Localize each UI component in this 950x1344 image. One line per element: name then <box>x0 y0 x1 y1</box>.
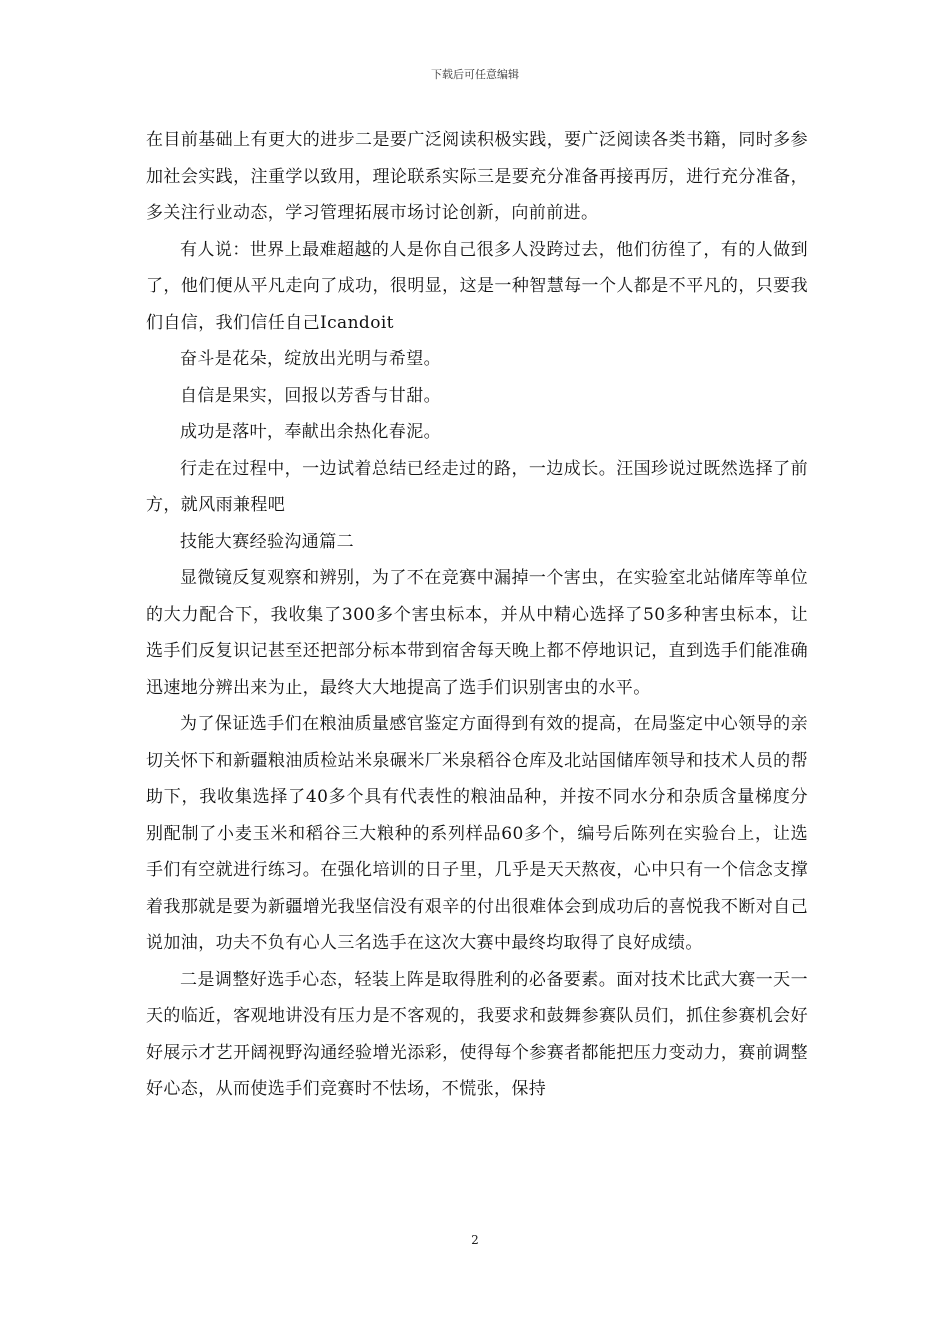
paragraph: 成功是落叶，奉献出余热化春泥。 <box>180 422 441 442</box>
page-header <box>0 68 950 82</box>
section-heading: 技能大赛经验沟通篇二 <box>180 531 354 552</box>
page-number: 2 <box>471 1233 479 1247</box>
paragraph: 在目前基础上有更大的进步二是要广泛阅读积极实践，要广泛阅读各类书籍，同时多参加社会实践，注重学以致用，理论联系实际三是要充分准备再接再厉，进行充分准备，多关注行业动态，学习管理拓展市场讨论创新，向前前进。 <box>146 130 808 223</box>
paragraph: 显微镜反复观察和辨别，为了不在竞赛中漏掉一个害虫，在实验室北站储库等单位的大力配合下，我收集了300多个害虫标本，并从中精心选择了50多种害虫标本，让选手们反复识记甚至还把部分标本带到宿舍每天晚上都不停地识记，直到选手们能准确迅速地分辨出来为止，最终大大地提高了选手们识别害虫的水平。 <box>146 568 808 698</box>
header-note: 下载后可任意编辑 <box>431 68 519 81</box>
paragraph: 行走在过程中，一边试着总结已经走过的路，一边成长。汪国珍说过既然选择了前方，就风雨兼程吧 <box>146 458 808 515</box>
paragraph: 奋斗是花朵，绽放出光明与希望。 <box>180 349 441 369</box>
paragraph: 为了保证选手们在粮油质量感官鉴定方面得到有效的提高，在局鉴定中心领导的亲切关怀下和新疆粮油质检站米泉碾米厂米泉稻谷仓库及北站国储库领导和技术人员的帮助下，我收集选择了40多个具有代表性的粮油品种，并按不同水分和杂质含量梯度分别配制了小麦玉米和稻谷三大粮种的系列样品60多个，编号后陈列在实验台上，让选手们有空就进行练习。在强化培训的日子里，几乎是天天熬夜，心中只有一个信念支撑着我那就是要为新疆增光我坚信没有艰辛的付出很难体会到成功后的喜悦我不断对自己说加油，功夫不负有心人三名选手在这次大赛中最终均取得了良好成绩。 <box>146 714 808 953</box>
page-footer <box>0 1233 950 1247</box>
paragraph: 有人说：世界上最难超越的人是你自己很多人没跨过去，他们彷徨了，有的人做到了，他们便从平凡走向了成功，很明显，这是一种智慧每一个人都是不平凡的，只要我们自信，我们信任自己Icandoit <box>146 239 808 333</box>
paragraph: 二是调整好选手心态，轻装上阵是取得胜利的必备要素。面对技术比武大赛一天一天的临近，客观地讲没有压力是不客观的，我要求和鼓舞参赛队员们，抓住参赛机会好好展示才艺开阔视野沟通经验增光添彩，使得每个参赛者都能把压力变动力，赛前调整好心态，从而使选手们竞赛时不怯场，不慌张，保持 <box>146 969 808 1099</box>
paragraph: 自信是果实，回报以芳香与甘甜。 <box>180 385 441 406</box>
document-body <box>146 122 808 1108</box>
